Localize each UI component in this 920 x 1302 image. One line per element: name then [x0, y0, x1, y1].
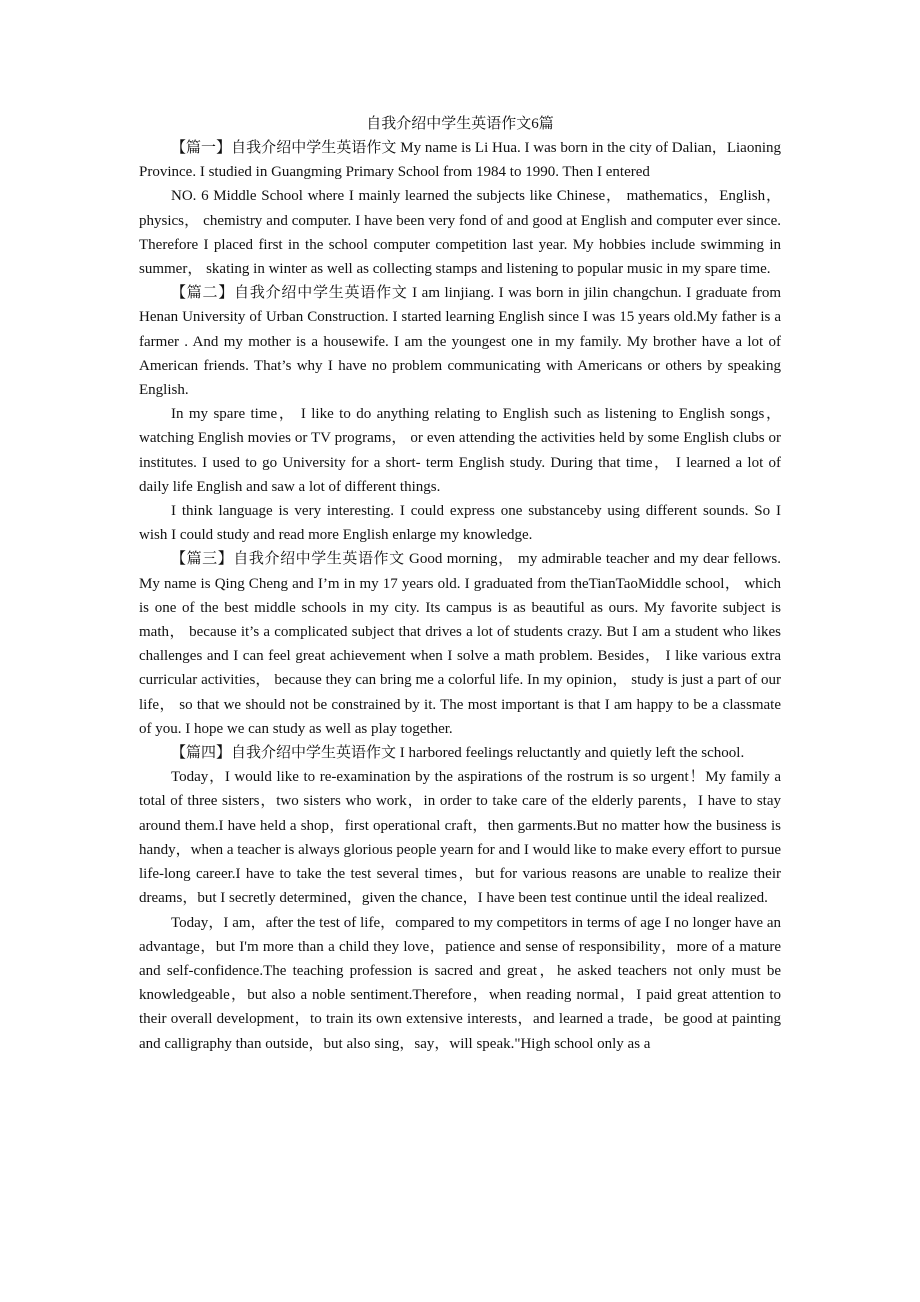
paragraph-1: 【篇一】自我介绍中学生英语作文 My name is Li Hua. I was born in the city of Dalian，Liaoning Province. I studied in Guangming Primary School from 1984 to 1990. Then I entered — [139, 140, 781, 181]
paragraph-7: 【篇四】自我介绍中学生英语作文 I harbored feelings reluctantly and quietly left the school. — [171, 745, 745, 762]
paragraph-6: 【篇三】自我介绍中学生英语作文 Good morning， my admirable teacher and my dear fellows. My name is Qing Cheng and I’m in my 17 years old. I graduated from theTianTaoMiddle school， which is one of the best middle schools in my city. Its campus is as beautiful as ours. My favorite subject is math， because it’s a complicated subject that drives a lot of students crazy. But I am a student who likes challenges and I can feel great achievement when I solve a math problem. Besides， I like various extra curricular activities， because they can bring me a colorful life. In my opinion， study is just a part of our life， so that we should not be constrained by it. The most important is that I am happy to be a classmate of you. I hope we can study as well as play together. — [139, 551, 781, 737]
paragraph-8: Today，I would like to re-examination by the aspirations of the rostrum is so urgent！My family a total of three sisters，two sisters who work，in order to take care of the elderly parents，I have to stay around them.I have held a shop，first operational craft，then garments.But no matter how the business is handy，when a teacher is always glorious people yearn for and I would like to make every effort to pursue life-long career.I have to take the test several times，but for various reasons are unable to realize their dreams，but I secretly determined，given the chance，I have been test continue until the ideal realized. — [139, 769, 782, 907]
document-title: 自我介绍中学生英语作文6篇 — [366, 116, 554, 132]
paragraph-5: I think language is very interesting. I could express one substanceby using different sounds. So I wish I could study and read more English enlarge my knowledge. — [139, 503, 781, 544]
paragraph-3: 【篇二】自我介绍中学生英语作文 I am linjiang. I was born in jilin changchun. I graduate from Henan University of Urban Construction. I started learning English since I was 15 years old.My father is a farmer . And my mother is a housewife. I am the youngest one in my family. My brother have a lot of American friends. That’s why I have no problem communicating with Americans or others by speaking English. — [139, 285, 781, 399]
paragraph-9: Today，I am，after the test of life，compared to my competitors in terms of age I no longer have an advantage，but I'm more than a child they love，patience and sense of responsibility，more of a mature and self-confidence.The teaching profession is sacred and great，he asked teachers not only must be knowledgeable，but also a noble sentiment.Therefore，when reading normal，I paid great attention to their overall development，to train its own extensive interests，and learned a trade，be good at painting and calligraphy than outside，but also sing，say，will speak."High school only as a — [139, 914, 781, 1052]
paragraph-4: In my spare time， I like to do anything relating to English such as listening to English songs， watching English movies or TV programs， or even attending the activities held by some English clubs or institutes. I used to go University for a short- term English study. During that time， I learned a lot of daily life English and saw a lot of different things. — [139, 406, 781, 495]
document-page — [139, 112, 781, 1056]
paragraph-2: NO. 6 Middle School where I mainly learned the subjects like Chinese， mathematics，English， physics， chemistry and computer. I have been very fond of and good at English and computer ever since. Therefore I placed first in the school computer competition last year. My hobbies include swimming in summer， skating in winter as well as collecting stamps and listening to popular music in my spare time. — [139, 188, 781, 278]
